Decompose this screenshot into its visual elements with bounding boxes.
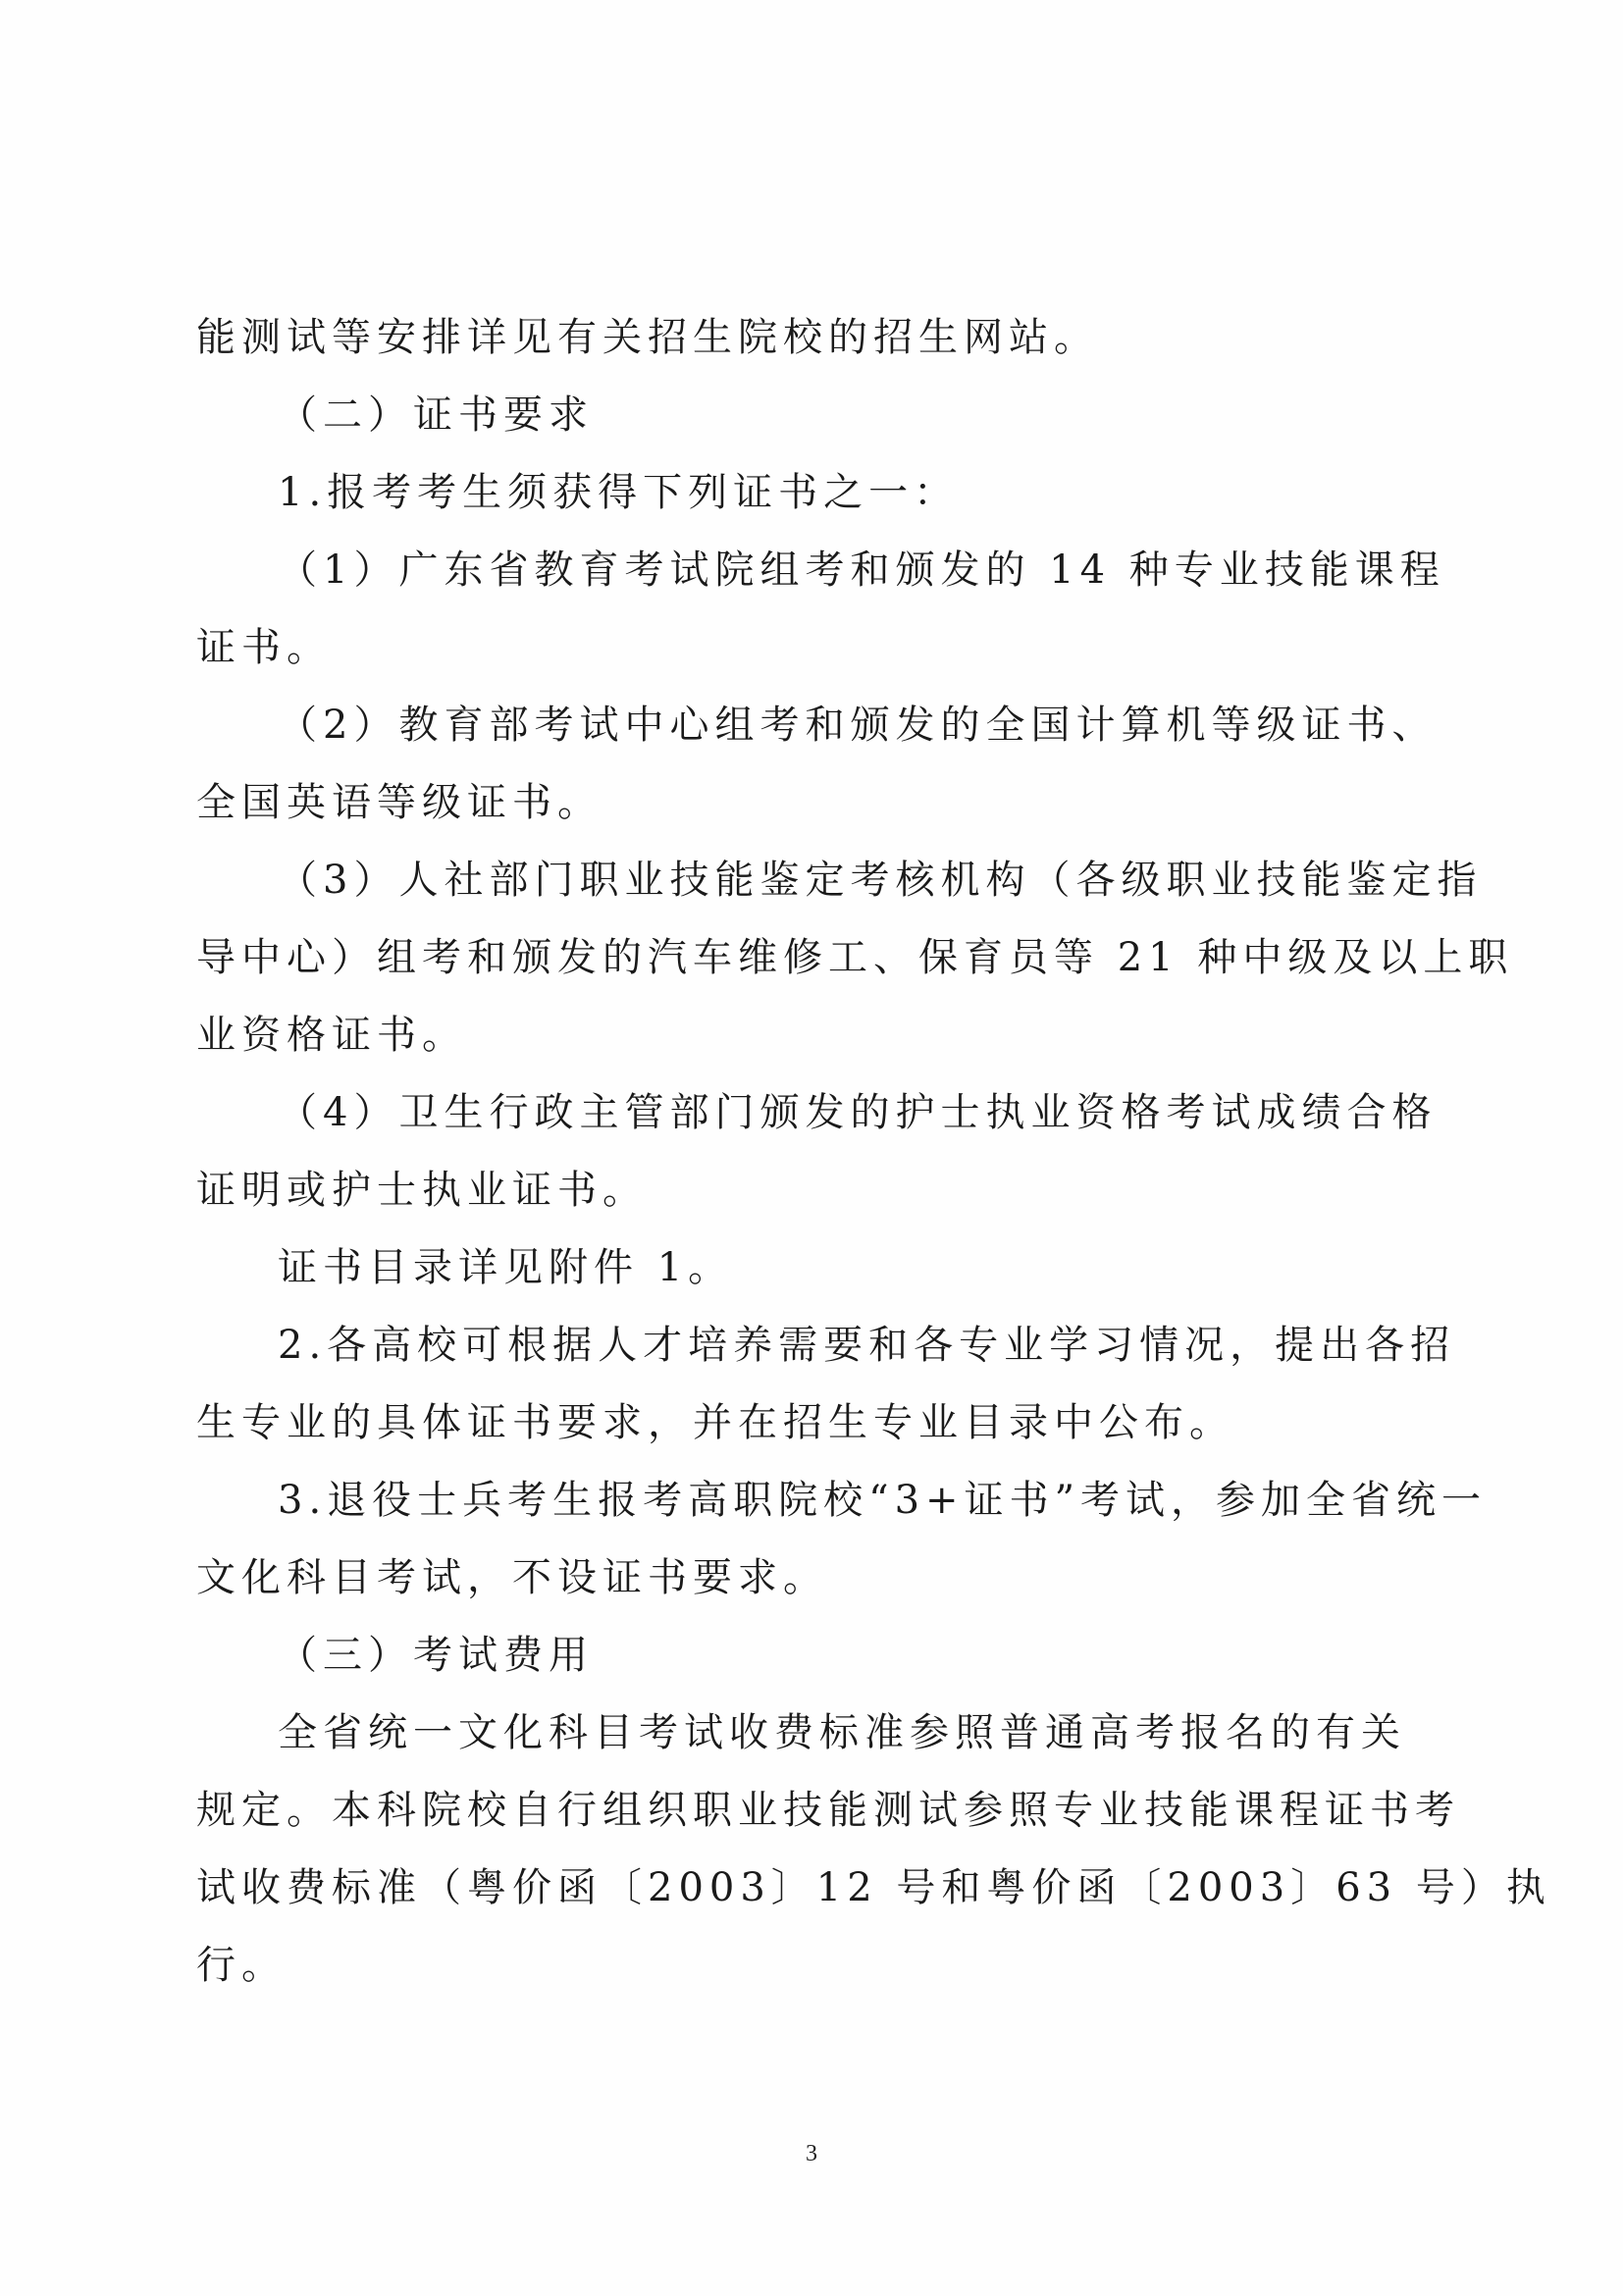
- text-line: 1.报考考生须获得下列证书之一：: [278, 470, 960, 515]
- text-line: 能测试等安排详见有关招生院校的招生网站。: [196, 315, 1099, 360]
- text-line: 试收费标准（粤价函〔2003〕12 号和粤价函〔2003〕63 号）执: [196, 1865, 1551, 1910]
- text-line: 全省统一文化科目考试收费标准参照普通高考报名的有关: [278, 1710, 1406, 1755]
- text-line: 2.各高校可根据人才培养需要和各专业学习情况，提出各招: [278, 1323, 1456, 1368]
- section-heading-certificate-requirements: （二）证书要求: [278, 392, 594, 438]
- text-line: 行。: [196, 1943, 287, 1988]
- text-line: （4）卫生行政主管部门颁发的护士执业资格考试成绩合格: [278, 1090, 1438, 1135]
- section-heading-exam-fees: （三）考试费用: [278, 1633, 594, 1678]
- text-line: （1）广东省教育考试院组考和颁发的 14 种专业技能课程: [278, 548, 1445, 593]
- text-line: 规定。本科院校自行组织职业技能测试参照专业技能课程证书考: [196, 1788, 1460, 1833]
- text-line: （3）人社部门职业技能鉴定考核机构（各级职业技能鉴定指: [278, 858, 1483, 903]
- text-line: 全国英语等级证书。: [196, 780, 602, 825]
- page-number: 3: [806, 2141, 817, 2166]
- text-line: （2）教育部考试中心组考和颁发的全国计算机等级证书、: [278, 703, 1438, 748]
- text-line: 证书。: [196, 625, 332, 670]
- text-line: 导中心）组考和颁发的汽车维修工、保育员等 21 种中级及以上职: [196, 935, 1514, 980]
- text-line: 业资格证书。: [196, 1013, 467, 1058]
- text-line: 生专业的具体证书要求，并在招生专业目录中公布。: [196, 1400, 1234, 1445]
- text-line: 证明或护士执业证书。: [196, 1168, 648, 1213]
- text-line: 3.退役士兵考生报考高职院校“3+证书”考试，参加全省统一: [278, 1478, 1488, 1523]
- text-line: 证书目录详见附件 1。: [278, 1245, 734, 1290]
- text-line: 文化科目考试，不设证书要求。: [196, 1555, 828, 1600]
